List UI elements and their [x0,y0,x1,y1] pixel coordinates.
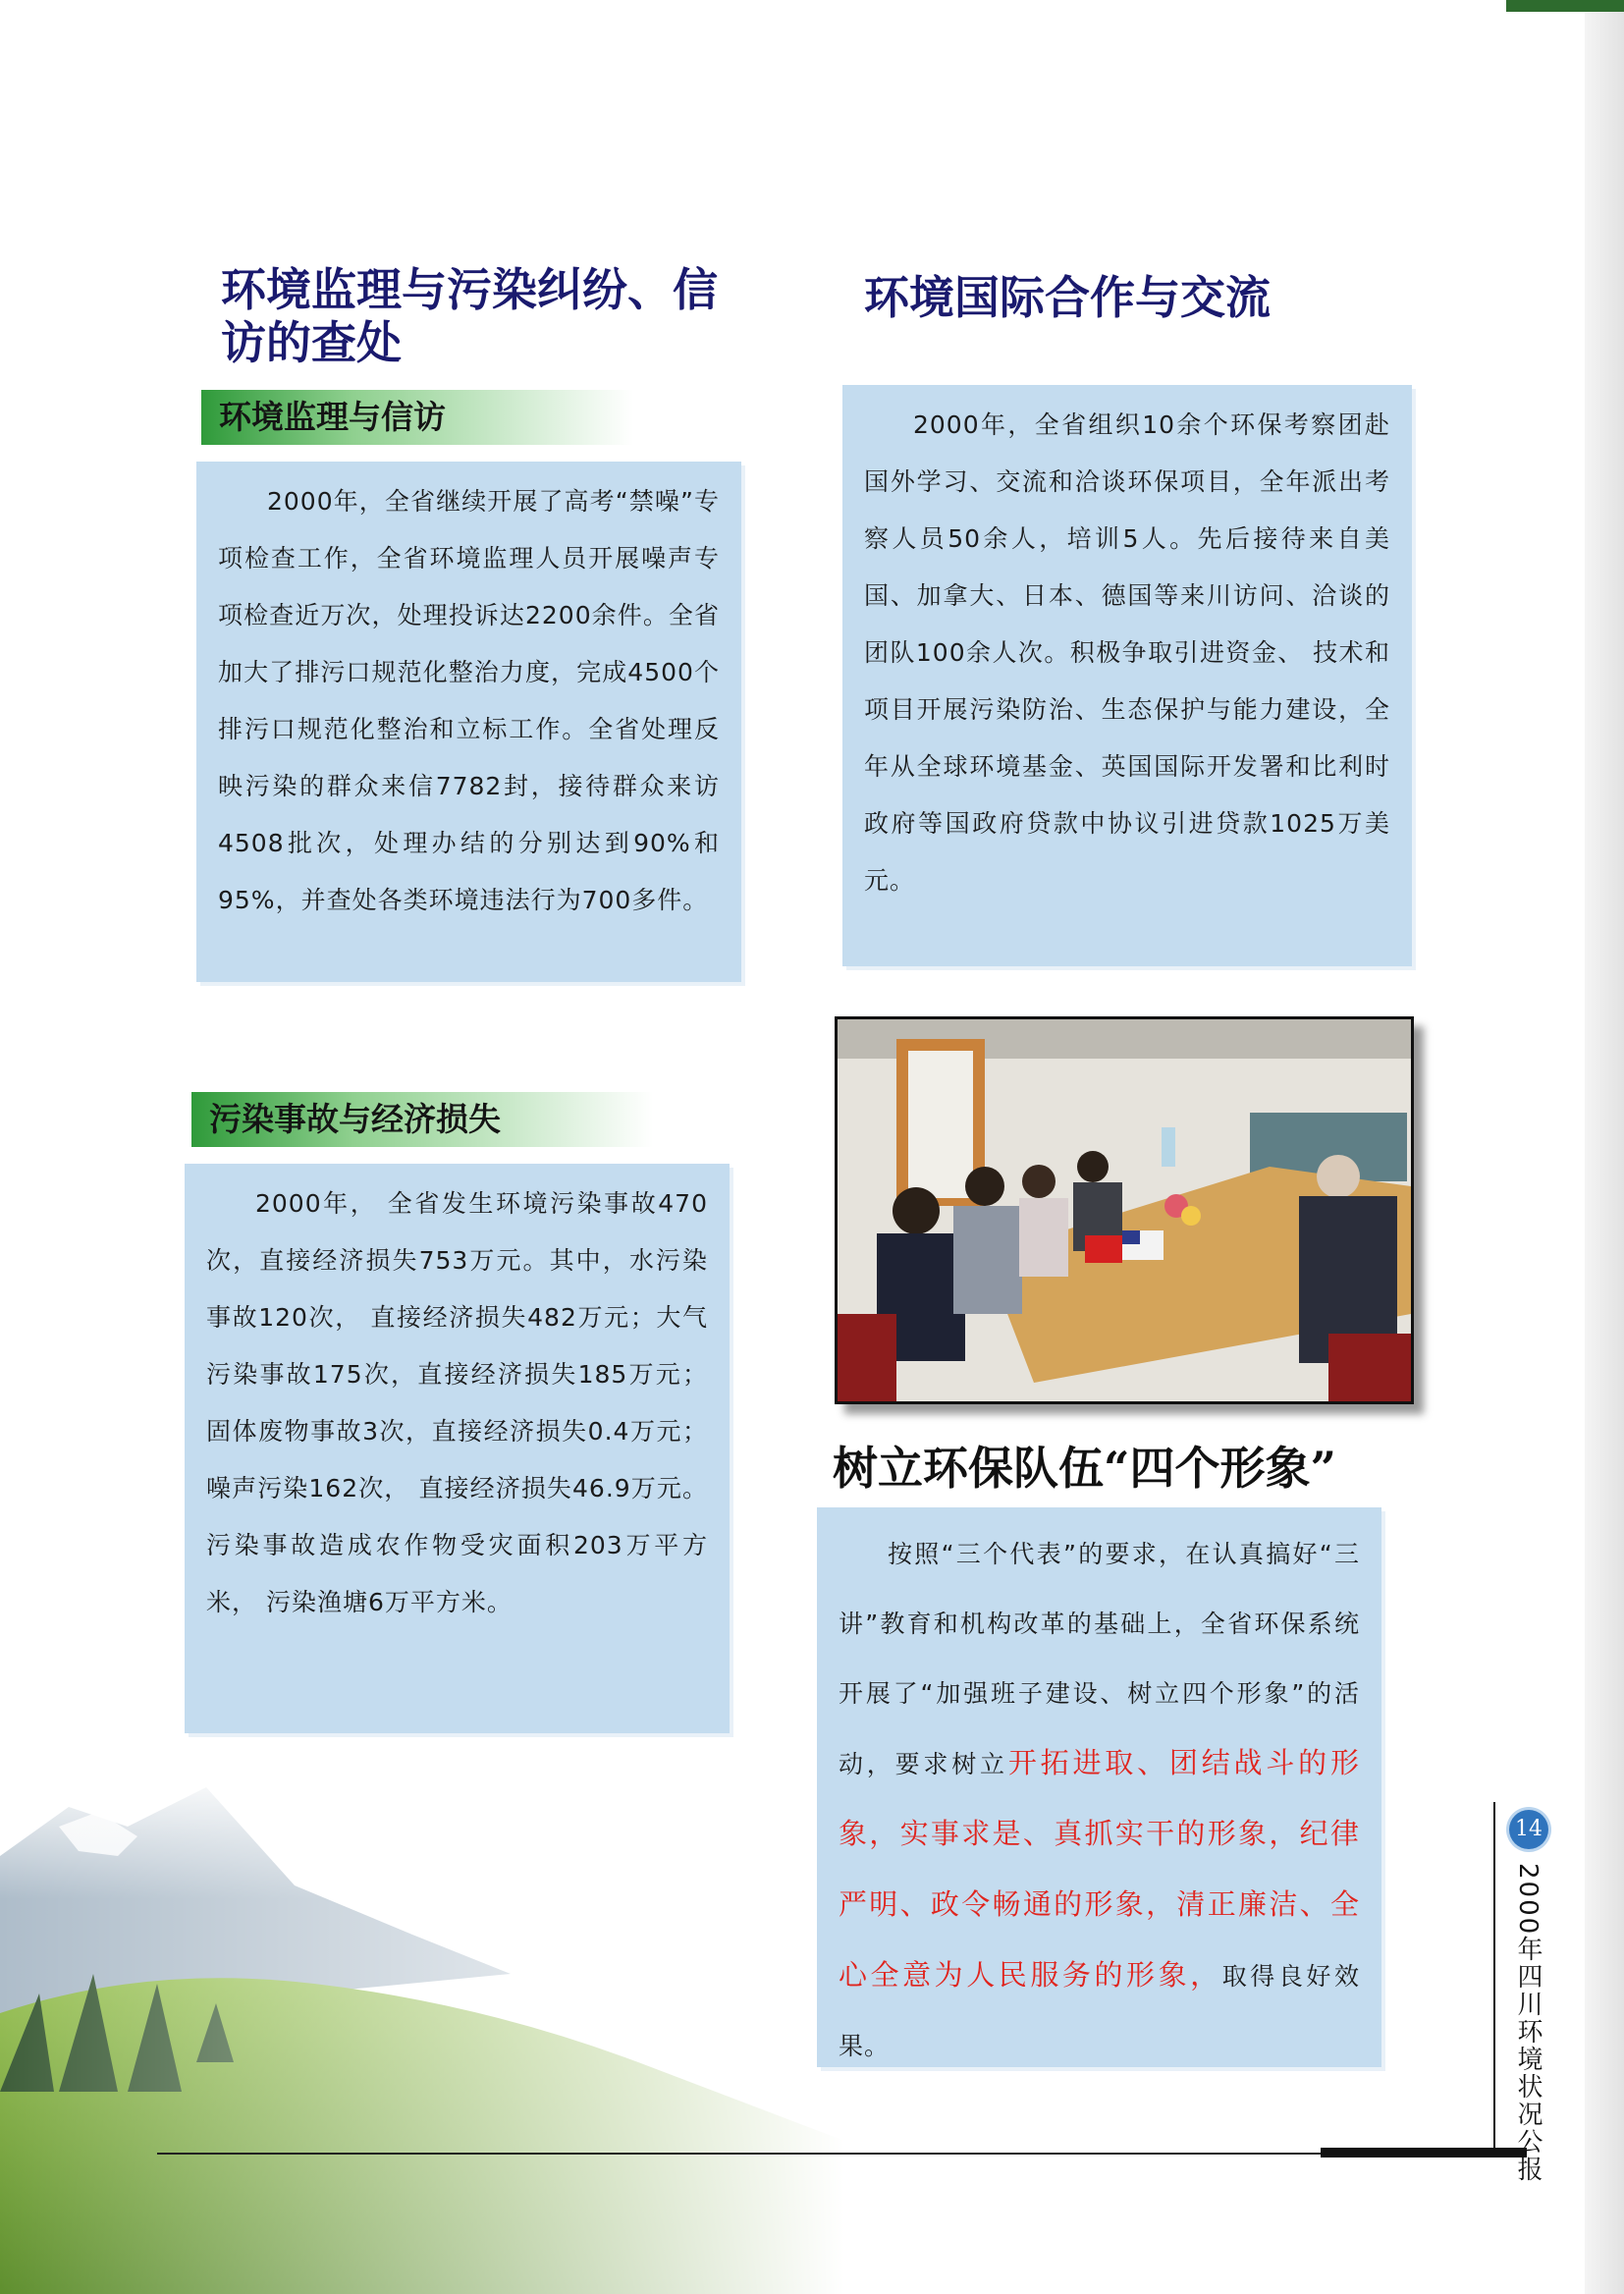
four-images-text-highlight: 开拓进取、团结战斗的形象，实事求是、真抓实干的形象，纪律严明、政令畅通的形象，清正廉洁、全心全意为人民服务的形象， [839,1746,1360,1992]
supervision-paragraph: 2000年，全省继续开展了高考“禁噪”专项检查工作，全省环境监理人员开展噪声专项检查近万次，处理投诉达2200余件。全省加大了排污口规范化整治力度，完成4500个排污口规范化整治和立标工作。全省处理反映污染的群众来信7782封，接待群众来访4508批次，处理办结的分别达到90%和95%，并查处各类环境违法行为700多件。 [218,487,720,914]
subhead-pollution-accidents [191,1092,653,1147]
page-number: 14 [1509,1810,1548,1849]
supervision-text-box [196,462,741,982]
meeting-photo [835,1016,1414,1404]
publication-title-rest: 年四川环境状况公报 [1513,1936,1543,2184]
footer-rule [157,2153,1522,2155]
side-rule [1493,1802,1495,2156]
left-title-line1: 环境监理与污染纠纷、信 [221,263,718,316]
pollution-text-box [185,1164,730,1733]
cover-corner [1506,0,1624,12]
landscape-illustration [0,1768,844,2294]
four-images-text-end: 取得良好效果。 [839,1962,1360,2060]
publication-title [1507,1863,1546,2183]
subhead-supervision [201,390,633,445]
left-section-title [221,263,771,369]
four-images-text-normal: 按照“三个代表”的要求，在认真搞好“三讲”教育和机构改革的基础上，全省环保系统开展了“加强班子建设、树立四个形象”的活动，要求树立 [839,1540,1360,1778]
publication-year: 2000 [1513,1863,1543,1937]
cooperation-paragraph: 2000年，全省组织10余个环保考察团赴国外学习、交流和洽谈环保项目，全年派出考察人员50余人，培训5人。先后接待来自美国、加拿大、日本、德国等来川访问、洽谈的团队100余人次。积极争取引进资金、 技术和项目开展污染防治、生态保护与能力建设，全年从全球环境基金、英国国际开发署和比利时政府等国政府贷款中协议引进贷款1025万美元。 [864,410,1390,895]
four-images-title: 树立环保队伍“四个形象” [833,1442,1336,1495]
footer-rule-accent [1321,2148,1527,2157]
left-title-line2: 访的查处 [221,316,402,369]
four-images-text-box [817,1507,1381,2067]
subhead-supervision-label: 环境监理与信访 [219,398,446,436]
cooperation-text-box [842,385,1412,966]
page-edge [1585,0,1624,2294]
pollution-paragraph: 2000年， 全省发生环境污染事故470次，直接经济损失753万元。其中，水污染事故120次， 直接经济损失482万元；大气污染事故175次，直接经济损失185万元； 固体废物事故3次，直接经济损失0.4万元；噪声污染162次， 直接经济损失46.9万元。污染事故造成农作物受灾面积203万平方米， 污染渔塘6万平方米。 [206,1189,708,1616]
right-section-title: 环境国际合作与交流 [864,271,1271,324]
subhead-pollution-label: 污染事故与经济损失 [209,1100,501,1138]
four-images-paragraph [839,1519,1360,2081]
